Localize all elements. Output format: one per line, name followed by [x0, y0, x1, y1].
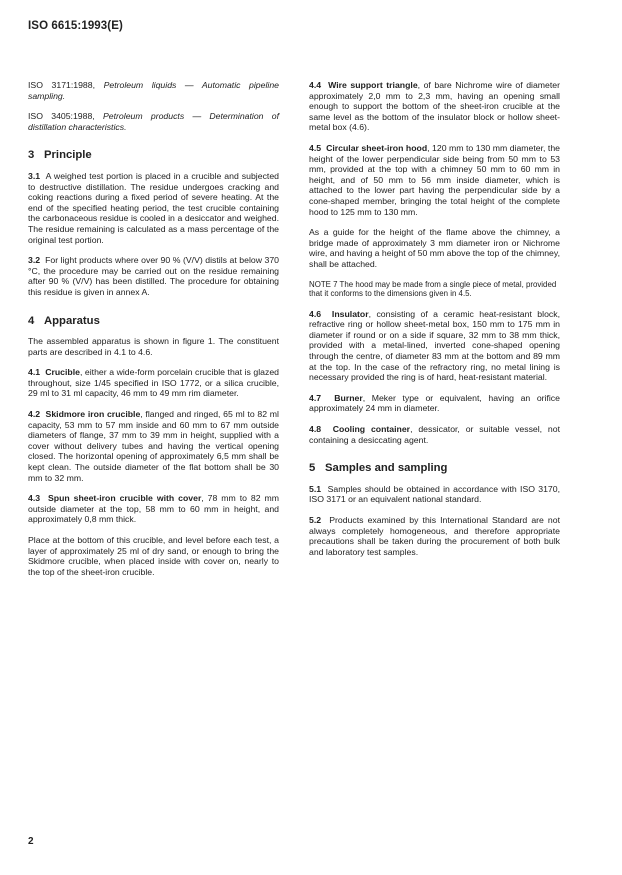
- document-header: ISO 6615:1993(E): [28, 20, 123, 32]
- clause-4-8: 4.8 Cooling container, dessicator, or suitable vessel, not containing a desiccating agent.: [309, 424, 561, 445]
- clause-4-2: 4.2 Skidmore iron crucible, flanged and ringed, 65 ml to 82 ml capacity, 53 mm to 57 mm inside and 60 mm to 67 mm outside diameters of flange, 37 mm to 39 mm in height, supplied with a cover without delivery tubes and having the vertical opening closed. The horizontal opening of approximately 6,5 mm shall be kept clean. The outside diameter of the flat bottom shall be 30 mm to 32 mm.: [28, 409, 279, 483]
- clause-4-3: 4.3 Spun sheet-iron crucible with cover, 78 mm to 82 mm outside diameter at the top, 58 mm to 60 mm in height, and approximately 0,8 mm thick.: [28, 493, 279, 525]
- clause-4-6: 4.6 Insulator, consisting of a ceramic heat-resistant block, refractive ring or hollow sheet-metal box, 150 mm to 175 mm in diameter if round or on a side if square, 32 mm to 38 mm thick, provided with a metal-lined, inverted cone-shaped opening through the centre, of diameter 83 mm at the bottom and 89 mm at the top. In the case of the refractory ring, no metal lining is necessary provided the ring is of hard, heat-resistant material.: [309, 308, 560, 383]
- section-heading-apparatus: 4 Apparatus: [28, 314, 100, 327]
- reference-iso-3405: [28, 111, 279, 132]
- reference-code: ISO 3405:1988,: [28, 111, 95, 122]
- right-column: [309, 80, 560, 567]
- note-7: NOTE 7 The hood may be made from a single piece of metal, provided that it conforms to the dimensions given in 4.5.: [309, 279, 557, 299]
- reference-title: Petroleum liquids — Automatic pipeline sampling.: [28, 80, 279, 101]
- reference-iso-3171: [28, 80, 279, 101]
- reference-code: ISO 3171:1988,: [28, 80, 96, 90]
- clause-4-5-continued: As a guide for the height of the flame above the chimney, a bridge made of approximately 3 mm diameter iron or Nichrome wire, and having a height of 50 mm above the top of the chimney, shall be attached.: [309, 227, 560, 269]
- clause-5-1: 5.1 Samples should be obtained in accordance with ISO 3170, ISO 3171 or an equivalent national standard.: [309, 483, 560, 505]
- page-number: 2: [28, 836, 34, 847]
- left-column: [28, 80, 279, 587]
- clause-4-1: 4.1 Crucible, either a wide-form porcelain crucible that is glazed throughout, size 1/45 specified in ISO 1772, or a silica crucible, 29 ml to 31 ml capacity, 46 mm to 49 mm rim diameter.: [28, 367, 280, 399]
- section-heading-samples: 5 Samples and sampling: [309, 462, 448, 475]
- clause-3-1: 3.1 A weighed test portion is placed in a crucible and subjected to destructive distillation. The residue undergoes cracking and coking reactions during a fixed period of severe heating. At the end of the specified heating period, the test crucible containing the carbonaceous residue is cooled in a desiccator and weighed. The residue remaining is calculated as a mass percentage of the original test portion.: [28, 170, 279, 245]
- clause-4-5: 4.5 Circular sheet-iron hood, 120 mm to 130 mm diameter, the height of the lower perpendicular side being from 50 mm to 53 mm, provided at the top with a chimney 50 mm to 60 mm in height, and of 50 mm to 56 mm inside diameter, which is attached to the lower part having the perpendicular side by a cone-shaped member, bringing the total height of the complete hood to 125 mm to 130 mm.: [309, 142, 560, 217]
- reference-title: Petroleum products — Determination of distillation characteristics.: [28, 111, 279, 132]
- clause-5-2: 5.2 Products examined by this International Standard are not always completely homogeneous, and therefore appropriate precautions shall be taken during the procurement of both bulk and laboratory test samples.: [309, 515, 561, 557]
- clause-4-3-continued: Place at the bottom of this crucible, and level before each test, a layer of approximately 25 ml of dry sand, or enough to bring the Skidmore crucible, when placed inside with cover on, nearly to the top of the sheet-iron crucible.: [28, 535, 279, 577]
- clause-4-7: 4.7 Burner, Meker type or equivalent, having an orifice approximately 24 mm in diameter.: [309, 392, 560, 414]
- clause-3-2: 3.2 For light products where over 90 % (V/V) distils at below 370 °C, the procedure may be carried out on the residue remaining after 90 % (V/V) has been distilled. The procedure for obtaining this residue is given in annex A.: [28, 255, 280, 297]
- clause-4-4: 4.4 Wire support triangle, of bare Nichrome wire of diameter approximately 2,0 mm to 2,3 mm, having an opening small enough to support the bottom of the sheet-iron crucible at the same level as the bottom of the insulator block or hollow sheet-metal box (4.6).: [309, 80, 560, 133]
- apparatus-intro: The assembled apparatus is shown in figure 1. The constituent parts are described in 4.1 to 4.6.: [28, 336, 279, 357]
- section-heading-principle: 3 Principle: [28, 149, 92, 162]
